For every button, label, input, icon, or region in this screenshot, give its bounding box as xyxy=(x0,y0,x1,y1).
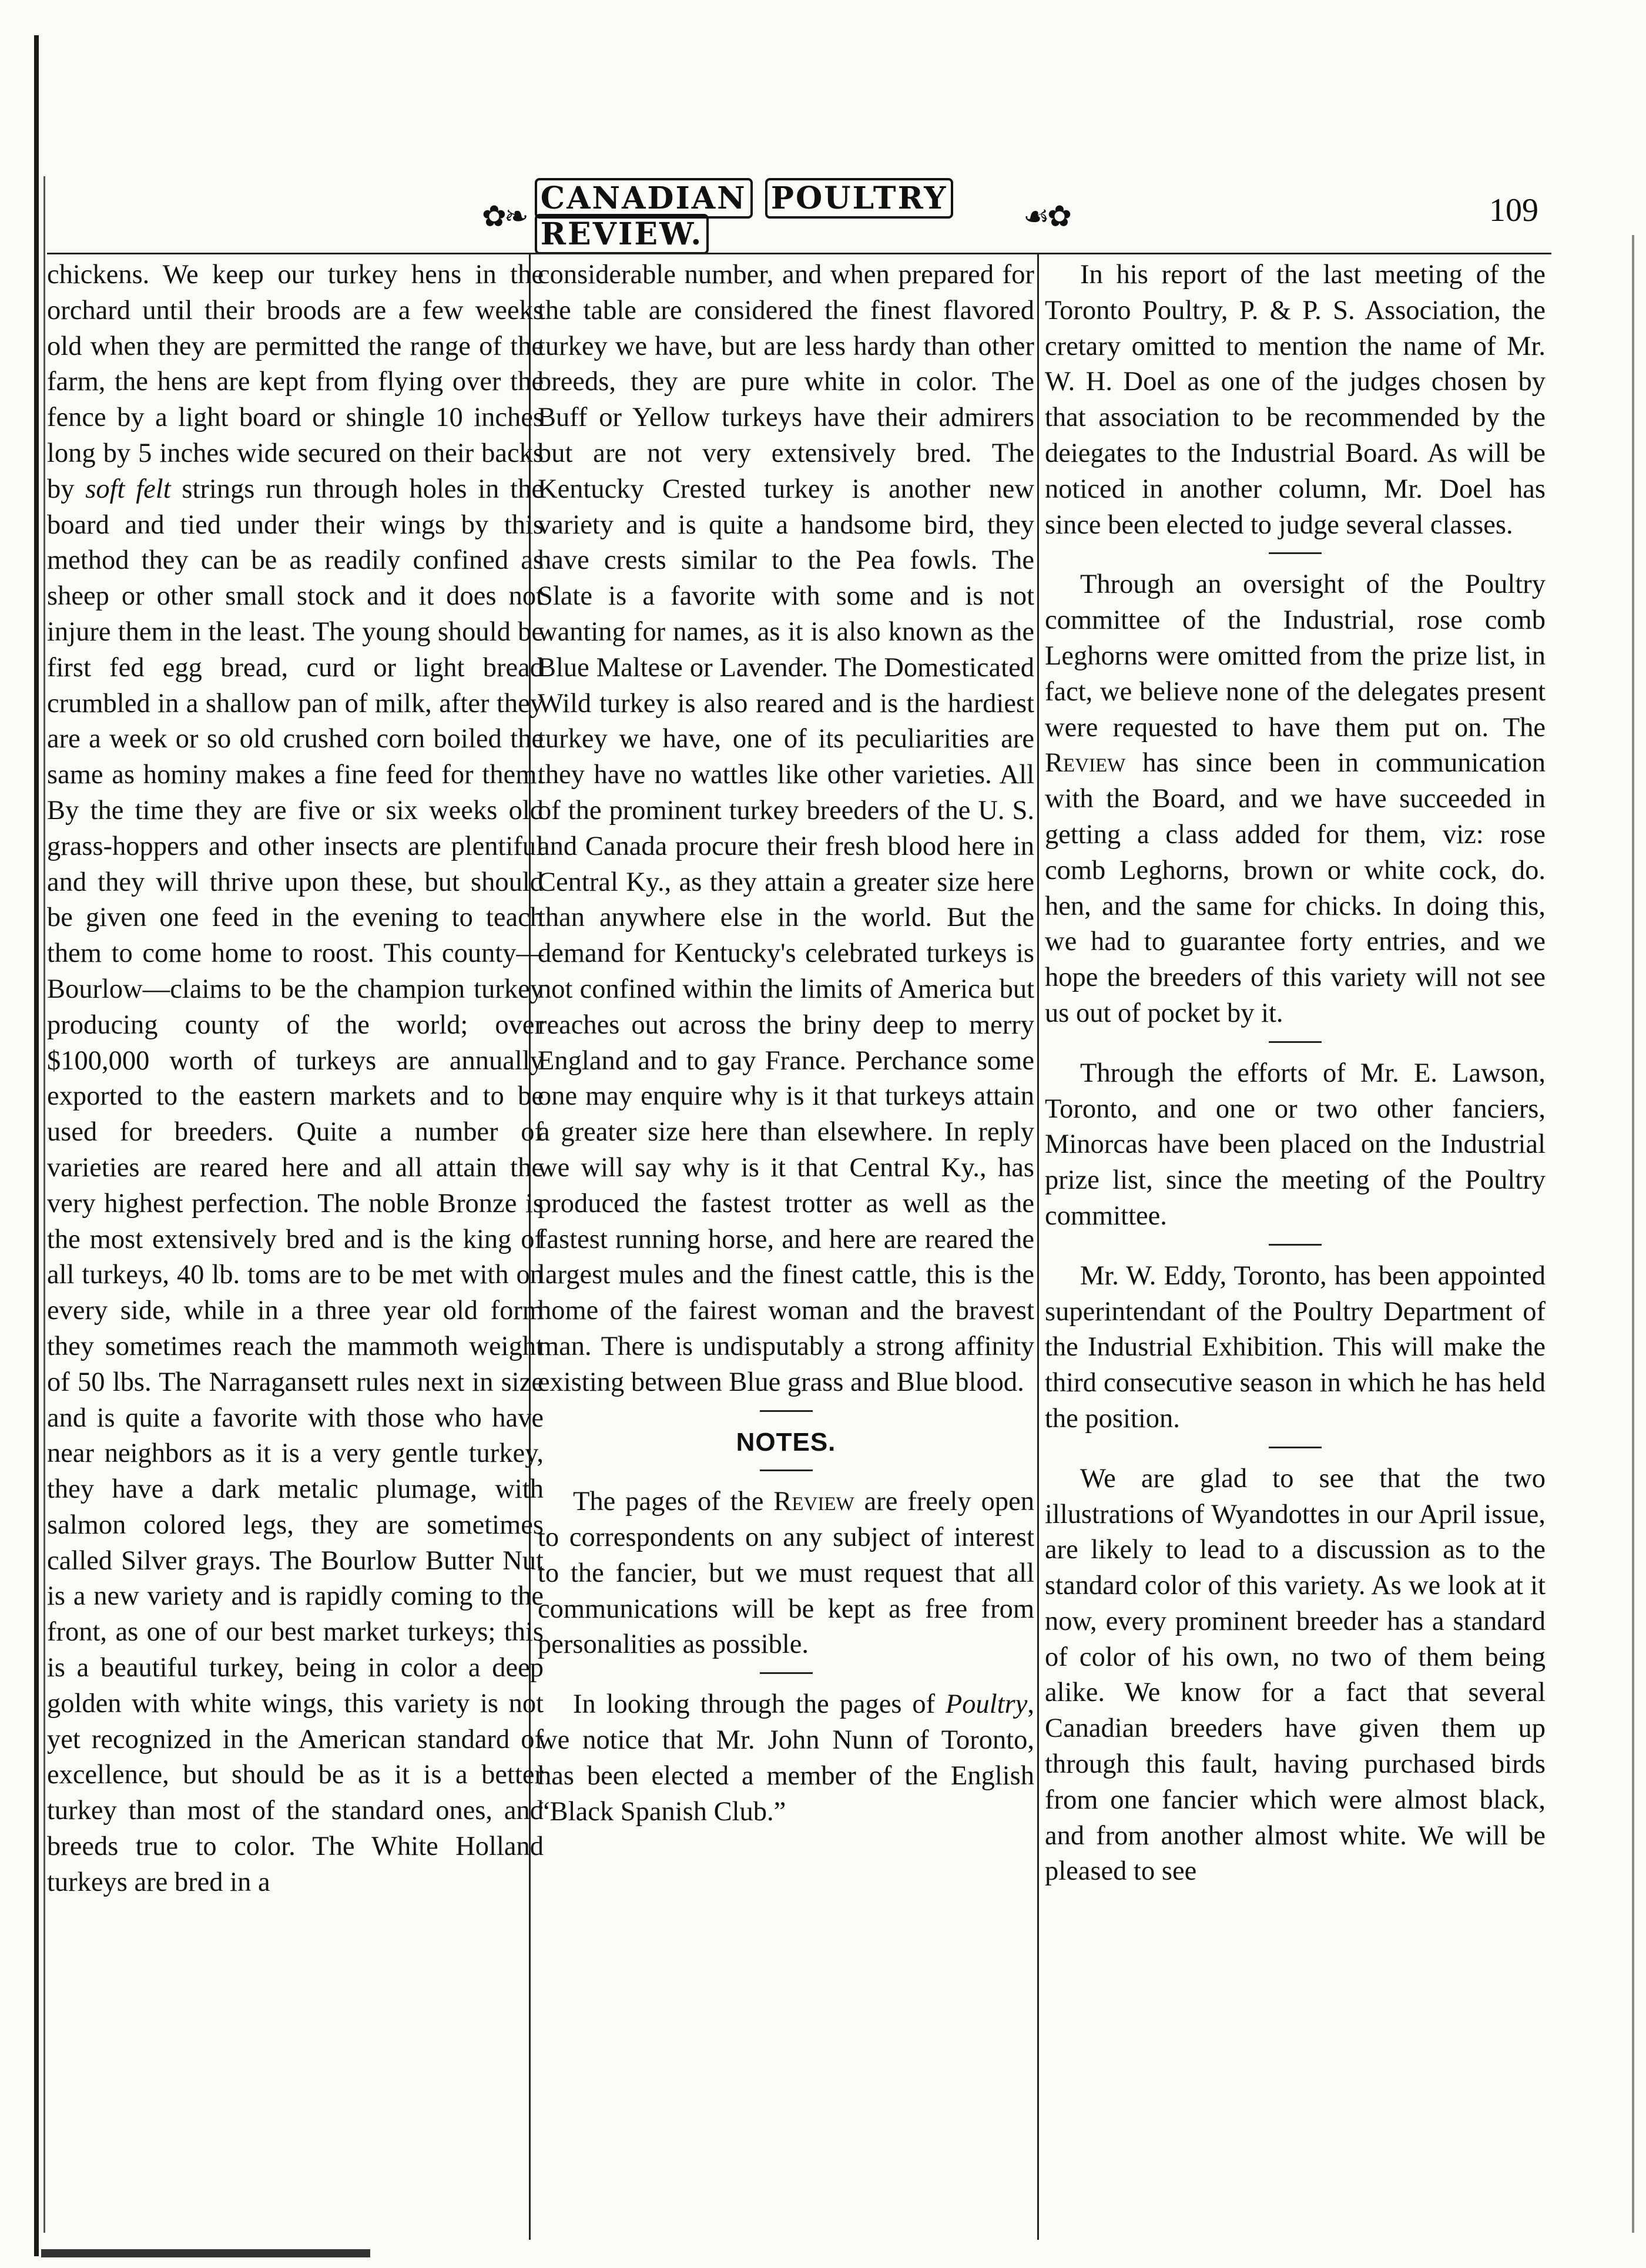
section-separator xyxy=(760,1469,813,1471)
ornament-left-icon: ✿❧ xyxy=(482,199,527,233)
italic-text: soft felt xyxy=(85,474,171,504)
section-separator xyxy=(760,1410,813,1412)
scan-binding-shadow xyxy=(43,176,45,2233)
page-number: 109 xyxy=(1489,192,1538,229)
publication-title xyxy=(527,180,1023,252)
scan-right-edge xyxy=(1632,235,1634,2233)
ornament-right-icon: ☙✿ xyxy=(1023,199,1070,233)
masthead xyxy=(482,180,1070,252)
scan-bottom-mark xyxy=(41,2249,370,2257)
column-3 xyxy=(1045,257,1546,2243)
paragraph: chickens. We keep our turkey hens in the orchard until their broods are a few weeks old when they are permitted the range of the farm, the hens are kept from flying over the fence by a light board or shingle 10 inches long by 5 inches wide secured on their backs by soft felt strings run through holes in the board and tied under their wings by this method they can be as readily confined as sheep or other small stock and it does not injure them in the least. The young should be first fed egg bread, curd or light bread crumbled in a shallow pan of milk, after they are a week or so old crushed corn boiled the same as hominy makes a fine feed for them. By the time they are five or six weeks old grass-hoppers and other insects are plentiful and they will thrive upon these, but should be given one feed in the evening to teach them to come home to roost. This county—Bourlow—claims to be the champion turkey producing county of the world; over $100,000 worth of turkeys are annually exported to the eastern markets and to be used for breeders. Quite a number of varieties are reared here and all attain the very highest perfection. The noble Bronze is the most extensively bred and is the king of all turkeys, 40 lb. toms are to be met with on every side, while in a three year old form they sometimes reach the mammoth weight of 50 lbs. The Narragansett rules next in size and is quite a favorite with those who have near neighbors as it is a very gentle turkey, they have a dark metalic plumage, with salmon colored legs, they are sometimes called Silver grays. The Bourlow Butter Nut is a new variety and is rapidly coming to the front, as one of our best market turkeys; this is a beautiful turkey, being in color a deep golden with white wings, this variety is not yet recognized in the American standard of excellence, but should be as it is a better turkey than most of the standard ones, and breeds true to color. The White Holland turkeys are bred in a xyxy=(47,260,544,1897)
paragraph: Mr. W. Eddy, Toronto, has been appointed superintendant of the Poultry Department of the Industrial Exhibition. This will make the third consecutive season in which he has held the position. xyxy=(1045,1260,1546,1434)
notes-heading: NOTES. xyxy=(736,1427,836,1457)
paragraph: Through the efforts of Mr. E. Lawson, Toronto, and one or two other fanciers, Minorcas have been placed on the Industrial prize list, since the meeting of the Poultry committee. xyxy=(1045,1058,1546,1231)
paragraph: The pages of the Review are freely open to correspondents on any subject of interest to the fancier, but we must request that all communications will be kept as free from personalities as possible. xyxy=(538,1487,1034,1660)
column-2 xyxy=(538,257,1034,2243)
paragraph: In looking through the pages of Poultry, we notice that Mr. John Nunn of Toronto, has been elected a member of the English “Black Spanish Club.” xyxy=(538,1689,1034,1827)
section-separator xyxy=(1269,1041,1322,1043)
paragraph: We are glad to see that the two illustrations of Wyandottes in our April issue, are likely to lead to a discussion as to the standard color of this variety. As we look at it now, every prominent breeder has a standard of color of his own, no two of them being alike. We know for a fact that several Canadian breeders have given them up through this fault, having purchased birds from one fancier which were almost black, and from another almost white. We will be pleased to see xyxy=(1045,1463,1546,1887)
section-separator xyxy=(1269,1244,1322,1246)
section-separator xyxy=(1269,552,1322,554)
section-separator xyxy=(760,1672,813,1674)
scan-binding-edge xyxy=(34,35,39,2256)
header-rule xyxy=(47,253,1551,254)
paragraph: In his report of the last meeting of the Toronto Poultry, P. & P. S. Association, the cretary omitted to mention the name of Mr. W. H. Doel as one of the judges chosen by that association to be recommended by the deiegates to the Industrial Board. As will be noticed in another column, Mr. Doel has since been elected to judge several classes. xyxy=(1045,260,1546,540)
column-rule-2 xyxy=(1037,254,1039,2240)
title-word-poultry: POULTRY xyxy=(765,178,954,219)
section-separator xyxy=(1269,1447,1322,1448)
paragraph: considerable number, and when prepared for the table are considered the finest flavored turkey we have, but are less hardy than other breeds, they are pure white in color. The Buff or Yellow turkeys have their admirers but are not very extensively bred. The Kentucky Crested turkey is another new variety and is quite a handsome bird, they have crests similar to the Pea fowls. The Slate is a favorite with some and is not wanting for names, as it is also known as the Blue Maltese or Lavender. The Domesticated Wild turkey is also reared and is the hardiest turkey we have, one of its peculiarities are they have no wattles like other varieties. All of the prominent turkey breeders of the U. S. and Canada procure their fresh blood here in Central Ky., as they attain a greater size here than anywhere else in the world. But the demand for Kentucky's celebrated turkeys is not confined within the limits of America but reaches out across the briny deep to merry England and to gay France. Perchance some one may enquire why is it that turkeys attain a greater size here than elsewhere. In reply we will say why is it that Central Ky., has produced the fastest trotter as well as the fastest running horse, and here are reared the largest mules and the finest cattle, this is the home of the fairest woman and the bravest man. There is undisputably a strong affinity existing between Blue grass and Blue blood. xyxy=(538,260,1034,1397)
title-word-canadian: CANADIAN xyxy=(535,178,753,219)
title-word-review: REVIEW. xyxy=(535,214,709,254)
paragraph: Through an oversight of the Poultry committee of the Industrial, rose comb Leghorns were omitted from the prize list, in fact, we believe none of the delegates present were requested to have them put on. The Review has since been in communication with the Board, and we have succeeded in getting a class added for them, viz: rose comb Leghorns, brown or white cock, do. hen, and the same for chicks. In doing this, we had to guarantee forty entries, and we hope the breeders of this variety will not see us out of pocket by it. xyxy=(1045,569,1546,1028)
column-1 xyxy=(47,257,544,2243)
